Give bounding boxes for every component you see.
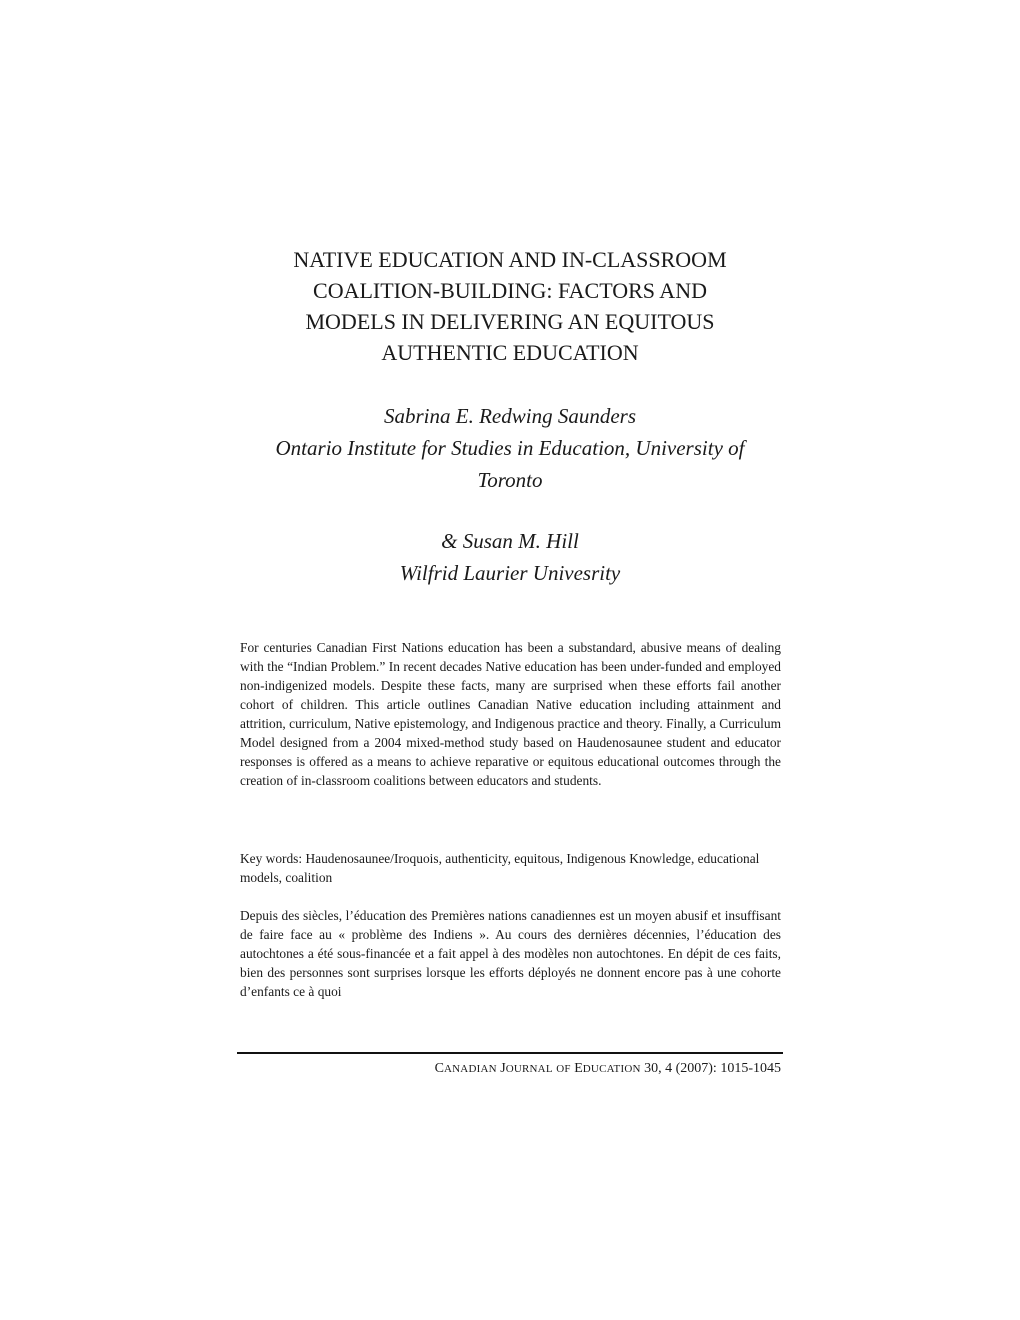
journal-word: ANADIAN xyxy=(444,1063,497,1075)
journal-initial: E xyxy=(574,1061,583,1076)
journal-footer xyxy=(237,1060,781,1078)
title-line: COALITION-BUILDING: FACTORS AND xyxy=(313,278,707,303)
title-line: NATIVE EDUCATION AND IN-CLASSROOM xyxy=(293,247,727,272)
author-name: Sabrina E. Redwing Saunders xyxy=(384,404,636,428)
journal-word: OURNAL xyxy=(505,1063,553,1075)
keywords-paragraph: Key words: Haudenosaunee/Iroquois, authenticity, equitous, Indigenous Knowledge, educational models, coalition xyxy=(240,851,760,885)
author-block-2 xyxy=(220,525,800,589)
author-block-1 xyxy=(220,400,800,496)
journal-initial: J xyxy=(500,1061,506,1076)
journal-citation: 30, 4 (2007): 1015-1045 xyxy=(644,1061,781,1076)
journal-word: DUCATION xyxy=(582,1063,641,1075)
journal-word: OF xyxy=(556,1063,571,1075)
footer-rule xyxy=(237,1052,783,1054)
author-affiliation-continued: Toronto xyxy=(477,468,543,492)
author-name: & Susan M. Hill xyxy=(441,529,579,553)
french-abstract-paragraph: Depuis des siècles, l’éducation des Premières nations canadiennes est un moyen abusif et insuffisant de faire face au « problème des Indiens ». Au cours des dernières décennies, l’éducation des autochtones a été sous-financée et a fait appel à des modèles non autochtones. En dépit de ces faits, bien des personnes sont surprises lorsque les efforts déployés ne donnent encore pas à une cohorte d’enfants ce à quoi xyxy=(240,908,781,999)
author-affiliation: Wilfrid Laurier Univesrity xyxy=(399,561,621,585)
abstract-paragraph: For centuries Canadian First Nations education has been a substandard, abusive means of dealing with the “Indian Problem.” In recent decades Native education has been under-funded and employed non-indigenized models. Despite these facts, many are surprised when these efforts fail another cohort of children. This article outlines Canadian Native education including attainment and attrition, curriculum, Native epistemology, and Indigenous practice and theory. Finally, a Curriculum Model designed from a 2004 mixed-method study based on Haudenosaunee student and educator responses is offered as a means to achieve reparative or equitous educational outcomes through the creation of in-classroom coalitions between educators and students. xyxy=(240,640,781,788)
title-line: AUTHENTIC EDUCATION xyxy=(381,340,639,365)
author-affiliation: Ontario Institute for Studies in Education, University of xyxy=(275,436,745,460)
journal-initial: C xyxy=(434,1061,445,1076)
article-title xyxy=(240,244,780,368)
title-line: MODELS IN DELIVERING AN EQUITOUS xyxy=(305,309,715,334)
